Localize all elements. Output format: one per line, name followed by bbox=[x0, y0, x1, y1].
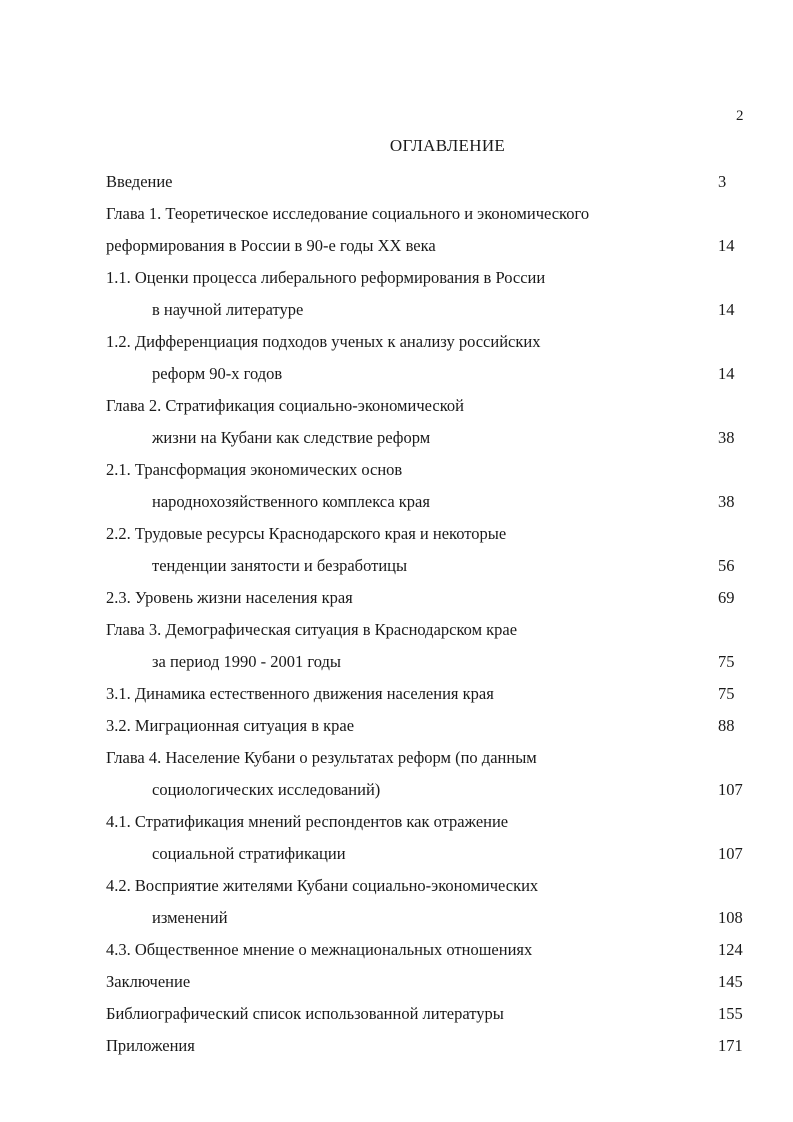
toc-entry-text: 1.1. Оценки процесса либерального реформирования в России bbox=[106, 268, 546, 287]
toc-entry-text: Глава 3. Демографическая ситуация в Краснодарском крае bbox=[106, 620, 518, 639]
toc-entry-page: 107 bbox=[718, 844, 743, 863]
toc-entry bbox=[106, 454, 751, 486]
toc-entry bbox=[106, 614, 751, 646]
toc-entry-text: жизни на Кубани как следствие реформ bbox=[152, 428, 431, 447]
toc-entry-page: 14 bbox=[718, 364, 735, 383]
toc-entry-page: 38 bbox=[718, 492, 735, 511]
page-number: 2 bbox=[736, 108, 744, 124]
toc-entry-text: Библиографический список использованной литературы bbox=[106, 1004, 504, 1023]
toc-entry bbox=[106, 998, 751, 1030]
toc-entry-text: 4.1. Стратификация мнений респондентов как отражение bbox=[106, 812, 509, 831]
toc-entry bbox=[106, 966, 751, 998]
toc-entry bbox=[106, 678, 751, 710]
toc-entry-page: 69 bbox=[718, 588, 735, 607]
toc-entry bbox=[106, 934, 751, 966]
toc-entry bbox=[106, 838, 751, 870]
toc-entry bbox=[106, 902, 751, 934]
toc-entry-page: 38 bbox=[718, 428, 735, 447]
toc-entry-text: Глава 1. Теоретическое исследование социального и экономического bbox=[106, 204, 590, 223]
toc-entry-text: 2.3. Уровень жизни населения края bbox=[106, 588, 353, 607]
toc-entry bbox=[106, 518, 751, 550]
toc-entry-text: Глава 2. Стратификация социально-экономической bbox=[106, 396, 464, 415]
toc-entry-text: социальной стратификации bbox=[152, 844, 346, 863]
toc-entry-text: изменений bbox=[152, 908, 228, 927]
toc-entry-text: тенденции занятости и безработицы bbox=[152, 556, 408, 575]
toc-entry-text: 3.1. Динамика естественного движения населения края bbox=[106, 684, 494, 703]
toc-entry-text: 2.1. Трансформация экономических основ bbox=[106, 460, 403, 479]
toc-entry-page: 88 bbox=[718, 716, 735, 735]
toc-entry-text: Введение bbox=[106, 172, 173, 191]
toc-entry-text: Глава 4. Население Кубани о результатах реформ (по данным bbox=[106, 748, 537, 767]
toc-entry bbox=[106, 486, 751, 518]
toc-entry-text: реформ 90-х годов bbox=[152, 364, 283, 383]
toc-entry-text: Заключение bbox=[106, 972, 191, 991]
toc-entry-text: 1.2. Дифференциация подходов ученых к анализу российских bbox=[106, 332, 541, 351]
toc-entry-page: 14 bbox=[718, 300, 735, 319]
toc-entry bbox=[106, 806, 751, 838]
toc-entry bbox=[106, 742, 751, 774]
toc-title: ОГЛАВЛЕНИЕ bbox=[389, 136, 506, 155]
toc-entry-page: 155 bbox=[718, 1004, 743, 1023]
toc-entry-text: 2.2. Трудовые ресурсы Краснодарского края и некоторые bbox=[106, 524, 507, 543]
toc-entry bbox=[106, 390, 751, 422]
table-of-contents bbox=[106, 166, 751, 1062]
toc-entry bbox=[106, 358, 751, 390]
toc-entry-text: в научной литературе bbox=[152, 300, 304, 319]
toc-entry-text: 3.2. Миграционная ситуация в крае bbox=[106, 716, 355, 735]
toc-entry-text: социологических исследований) bbox=[152, 780, 381, 799]
toc-entry bbox=[106, 582, 751, 614]
toc-entry-page: 56 bbox=[718, 556, 735, 575]
toc-entry-text: Приложения bbox=[106, 1036, 195, 1055]
toc-entry bbox=[106, 774, 751, 806]
toc-entry bbox=[106, 422, 751, 454]
toc-entry bbox=[106, 166, 751, 198]
toc-entry bbox=[106, 646, 751, 678]
toc-entry bbox=[106, 198, 751, 230]
toc-entry bbox=[106, 710, 751, 742]
toc-entry-page: 108 bbox=[718, 908, 743, 927]
toc-entry bbox=[106, 550, 751, 582]
toc-entry bbox=[106, 262, 751, 294]
toc-entry-page: 171 bbox=[718, 1036, 743, 1055]
toc-entry-text: реформирования в России в 90-е годы XX века bbox=[106, 236, 436, 255]
toc-entry bbox=[106, 294, 751, 326]
toc-entry-text: 4.2. Восприятие жителями Кубани социально-экономических bbox=[106, 876, 539, 895]
toc-entry-page: 124 bbox=[718, 940, 743, 959]
toc-entry-page: 75 bbox=[718, 684, 735, 703]
toc-entry-text: 4.3. Общественное мнение о межнациональных отношениях bbox=[106, 940, 533, 959]
toc-entry-page: 14 bbox=[718, 236, 735, 255]
toc-entry bbox=[106, 1030, 751, 1062]
toc-entry-text: народнохозяйственного комплекса края bbox=[152, 492, 430, 511]
toc-entry-text: за период 1990 - 2001 годы bbox=[152, 652, 341, 671]
toc-entry-page: 145 bbox=[718, 972, 743, 991]
toc-entry bbox=[106, 230, 751, 262]
toc-entry bbox=[106, 326, 751, 358]
toc-entry bbox=[106, 870, 751, 902]
toc-entry-page: 75 bbox=[718, 652, 735, 671]
toc-entry-page: 107 bbox=[718, 780, 743, 799]
toc-entry-page: 3 bbox=[718, 172, 727, 191]
